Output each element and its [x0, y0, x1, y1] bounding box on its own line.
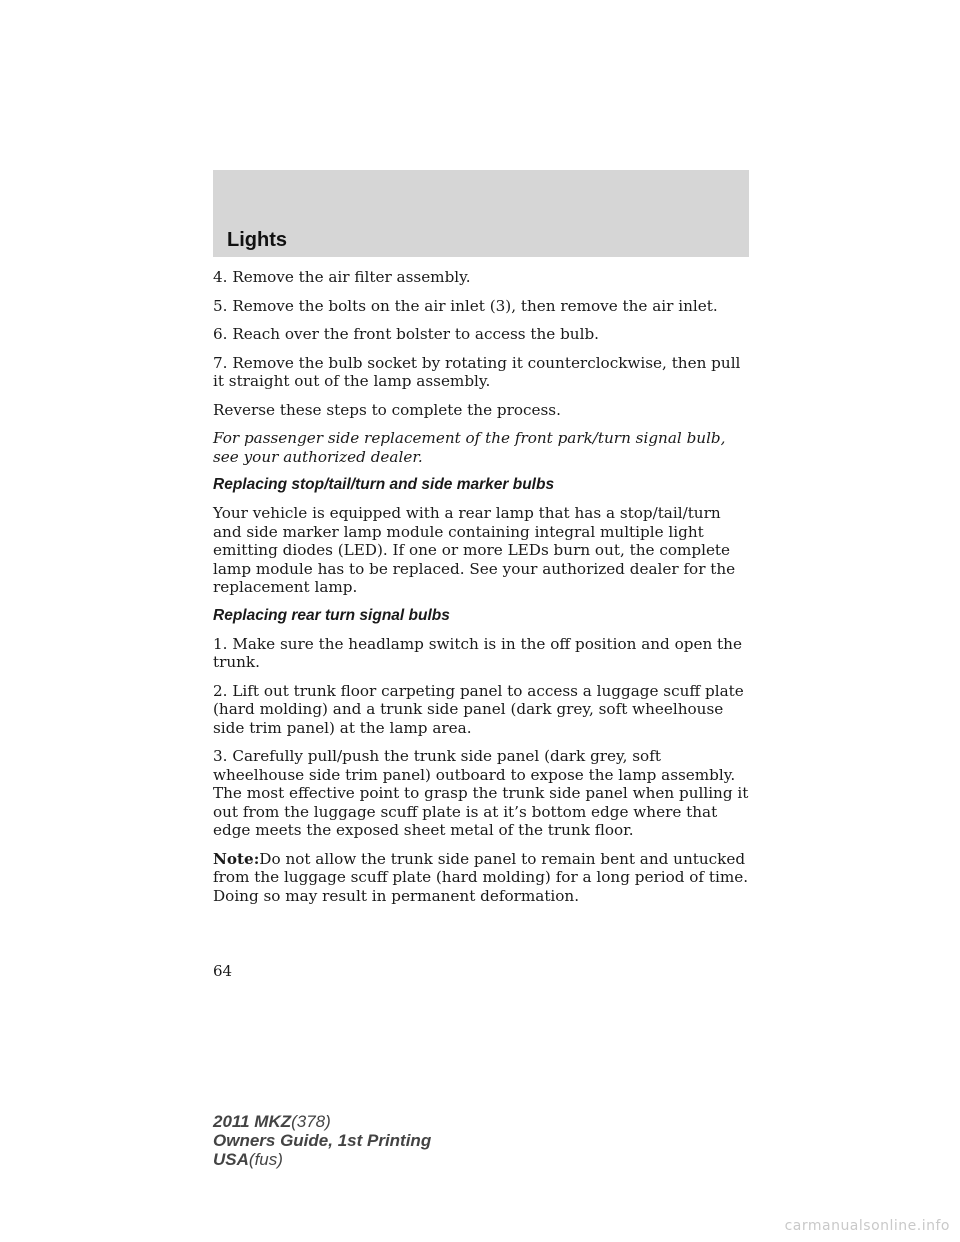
section-title: Lights [227, 229, 287, 251]
page-content [213, 268, 753, 915]
step-item: 6. Reach over the front bolster to access the bulb. [213, 325, 599, 343]
note-paragraph [213, 850, 753, 906]
section-header-band [213, 170, 749, 257]
note-label: Note: [213, 849, 260, 868]
step-item: 4. Remove the air filter assembly. [213, 268, 471, 286]
footer-model-code: (378) [291, 1112, 331, 1131]
step-item: 2. Lift out trunk floor carpeting panel to access a luggage scuff plate (hard molding) and a trunk side panel (dark grey, soft wheelhouse side trim panel) at the lamp area. [213, 681, 744, 737]
stop-tail-body: Your vehicle is equipped with a rear lamp that has a stop/tail/turn and side marker lamp module containing integral multiple light emitting diodes (LED). If one or more LEDs burn out, the complete lamp module has to be replaced. See your authorized dealer for the replacement lamp. [213, 504, 736, 596]
stop-tail-heading: Replacing stop/tail/turn and side marker bulbs [213, 476, 555, 493]
footer-market-code: (fus) [248, 1150, 283, 1169]
step-item: 5. Remove the bolts on the air inlet (3), then remove the air inlet. [213, 296, 718, 315]
reverse-note: Reverse these steps to complete the process. [213, 400, 561, 419]
step-item: 3. Carefully pull/push the trunk side panel (dark grey, soft wheelhouse side trim panel) outboard to expose the lamp assembly. The most effective point to grasp the trunk side panel when pulling it out from the luggage scuff plate is at it’s bottom edge where that edge meets the exposed sheet metal of the trunk floor. [213, 747, 749, 839]
page-number: 64 [213, 962, 233, 980]
watermark-text: carmanualsonline.info [784, 1218, 950, 1234]
footer-model: 2011 MKZ [213, 1112, 292, 1131]
rear-turn-heading: Replacing rear turn signal bulbs [213, 606, 450, 624]
passenger-note: For passenger side replacement of the front park/turn signal bulb, see your authorized dealer. [213, 429, 726, 466]
print-footer [213, 1112, 431, 1169]
footer-market: USA [213, 1150, 249, 1169]
step-item: 7. Remove the bulb socket by rotating it counterclockwise, then pull it straight out of the lamp assembly. [213, 353, 741, 390]
step-item: 1. Make sure the headlamp switch is in the off position and open the trunk. [213, 634, 742, 671]
note-text: Do not allow the trunk side panel to remain bent and untucked from the luggage scuff plate (hard molding) for a long period of time. Doing so may result in permanent deformation. [213, 849, 749, 905]
footer-guide: Owners Guide, 1st Printing [213, 1131, 432, 1150]
